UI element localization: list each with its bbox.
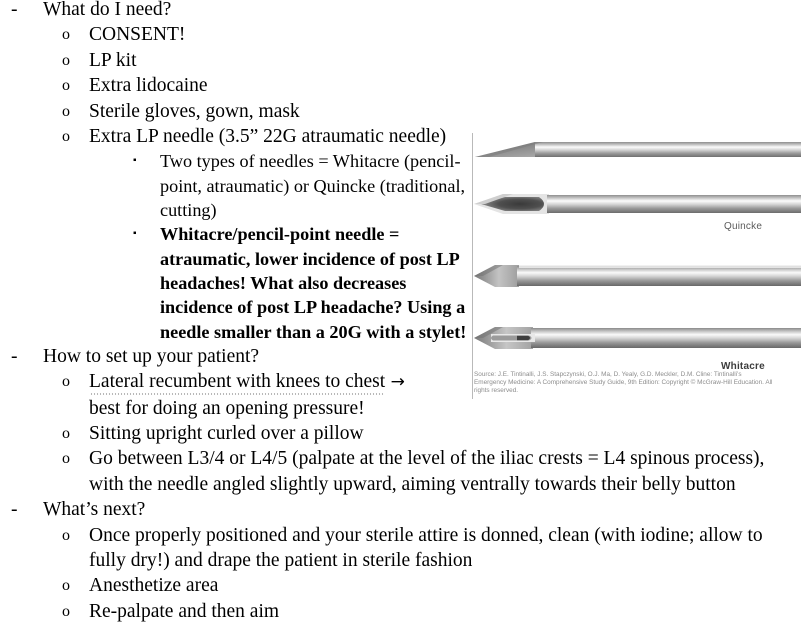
bullet-marker: o: [62, 602, 70, 620]
outline-item-text: Once properly positioned and your sterile attire is donned, clean (with iodine; allow to fully dry!) and drape the patient in sterile fashion: [89, 524, 763, 572]
bullet-marker: o: [62, 373, 70, 391]
outline-item-text: [89, 369, 447, 421]
outline-item-text: CONSENT!: [89, 24, 186, 46]
outline-item-text: Extra LP needle (3.5” 22G atraumatic needle): [89, 126, 447, 148]
outline-item-text: Go between L3/4 or L4/5 (palpate at the level of the iliac crests = L4 spinous process), with the needle angled slightly upward, aiming ventrally towards their belly button: [89, 448, 765, 495]
outline-text-before-arrow: Lateral recumbent with knees to chest: [89, 371, 386, 393]
outline-item-text: Re-palpate and then aim: [89, 600, 280, 622]
rightwards-arrow-icon: →: [385, 372, 405, 393]
outline-item-text: LP kit: [89, 49, 137, 71]
outline-item-l2: [0, 48, 800, 73]
quincke-label: Quincke: [724, 221, 763, 232]
outline-item-text: Anesthetize area: [89, 575, 219, 597]
outline-item-l2: [0, 73, 800, 98]
bullet-marker: o: [62, 102, 70, 120]
outline-item-text: What do I need?: [43, 0, 172, 20]
outline-item-l2: [0, 523, 800, 574]
outline-item-l2: [0, 446, 800, 497]
outline-item-text: Two types of needles = Whitacre (pencil-point, atraumatic) or Quincke (traditional, cutting): [160, 151, 466, 221]
outline-item-l2: [0, 421, 800, 446]
bullet-marker: o: [62, 526, 70, 544]
bullet-marker: ▪: [133, 228, 137, 240]
outline-item-l1: [0, 0, 800, 22]
outline-item-l1: [0, 497, 800, 522]
bullet-marker: o: [62, 450, 70, 468]
outline-item-text: Whitacre/pencil-point needle = atraumatic, lower incidence of post LP headaches! What also decreases incidence of post LP headache? Using a needle smaller than a 20G with a stylet!: [160, 224, 467, 342]
bullet-marker: o: [62, 128, 70, 146]
outline-item-text: What’s next?: [43, 499, 146, 521]
outline-item-text: Sterile gloves, gown, mask: [89, 100, 300, 122]
outline-item-l2: [0, 573, 800, 598]
bullet-marker: ▪: [133, 155, 137, 167]
bullet-marker: -: [11, 0, 18, 20]
bullet-marker: o: [62, 26, 70, 44]
bullet-marker: o: [62, 577, 70, 595]
outline-item-l2: [0, 599, 800, 624]
outline-item-text: Extra lidocaine: [89, 75, 208, 97]
bullet-marker: o: [62, 425, 70, 443]
outline-item-text: How to set up your patient?: [43, 345, 260, 367]
figure-source-citation: Source: J.E. Tintinalli, J.S. Stapczynski, O.J. Ma, D. Yealy, G.D. Meckler, D.M. Cline: Tintinalli’s Emergency Medicine: A Comprehensive Study Guide, 9th Edition: Copyright © McGraw-Hill Education. All rights reserved.: [474, 371, 773, 395]
bullet-marker: o: [62, 51, 70, 69]
outline-item-text: Sitting upright curled over a pillow: [89, 423, 364, 445]
bullet-marker: o: [62, 77, 70, 95]
bullet-marker: -: [11, 499, 18, 521]
quincke-lumen-tip-graphic: [473, 190, 801, 220]
quincke-bevel-tip-graphic: [473, 137, 801, 163]
needle-comparison-figure: [472, 133, 801, 399]
outline-item-l2: [0, 99, 800, 124]
whitacre-label: Whitacre: [721, 361, 765, 372]
whitacre-pencil-tip-graphic: [473, 261, 801, 291]
whitacre-side-port-tip-graphic: [473, 323, 801, 353]
outline-text-after-arrow: best for doing an opening pressure!: [89, 397, 365, 419]
outline-item-l2: [0, 22, 800, 47]
bullet-marker: -: [11, 345, 18, 367]
